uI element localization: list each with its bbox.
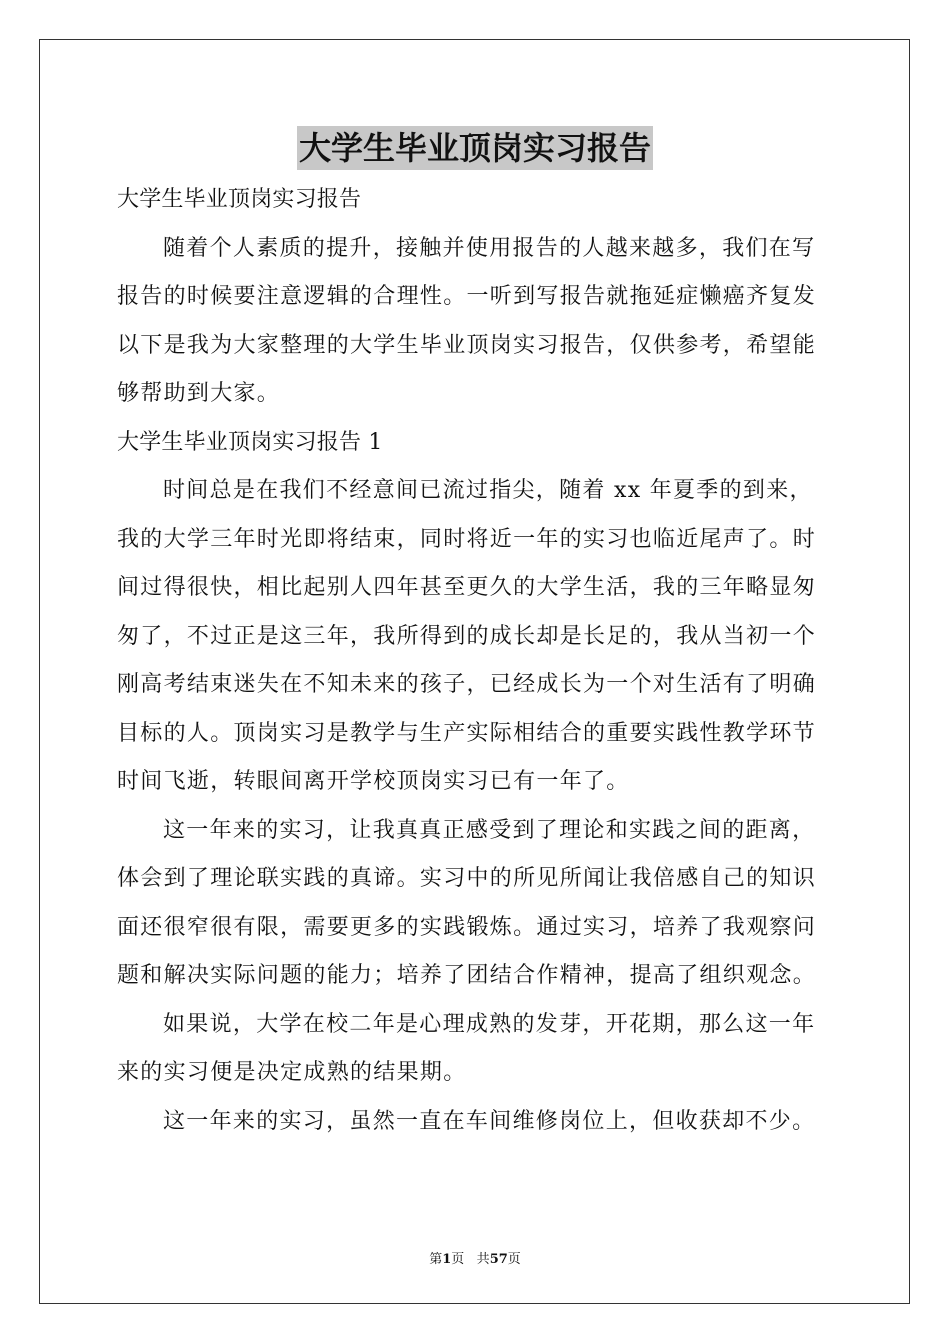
paragraph-line: 匆了，不过正是这三年，我所得到的成长却是长足的，我从当初一个 [117, 623, 817, 649]
paragraph-line: 题和解决实际问题的能力；培养了团结合作精神，提高了组织观念。 [117, 963, 817, 988]
paragraph-line: 面还很窄很有限，需要更多的实践锻炼。通过实习，培养了我观察问 [117, 914, 817, 940]
page-number: 1 [442, 1252, 452, 1267]
paragraph-line: 体会到了理论联实践的真谛。实习中的所见所闻让我倍感自己的知识 [117, 866, 817, 891]
total-pages: 57 [489, 1252, 508, 1267]
page-prefix: 第 [429, 1252, 443, 1267]
page-footer [0, 1248, 950, 1267]
paragraph-line: 报告的时候要注意逻辑的合理性。一听到写报告就拖延症懒癌齐复发 [117, 284, 817, 309]
paragraph-line: 间过得很快，相比起别人四年甚至更久的大学生活，我的三年略显匆 [117, 575, 817, 600]
paragraph-line: 如果说，大学在校二年是心理成熟的发芽，开花期，那么这一年 [163, 1011, 816, 1037]
document-title: 大学生毕业顶岗实习报告 [297, 126, 653, 170]
paragraph-line: 够帮助到大家。 [117, 381, 281, 406]
title-wrap [0, 126, 950, 170]
total-suffix: 页 [507, 1252, 521, 1267]
paragraph-line: 这一年来的实习，虽然一直在车间维修岗位上，但收获却不少。 [163, 1108, 816, 1134]
paragraph-line: 目标的人。顶岗实习是教学与生产实际相结合的重要实践性教学环节 [117, 720, 817, 746]
paragraph-line: 时间总是在我们不经意间已流过指尖，随着 xx 年夏季的到来， [163, 478, 813, 503]
paragraph-line: 时间飞逝，转眼间离开学校顶岗实习已有一年了。 [117, 769, 630, 794]
paragraph-line: 这一年来的实习，让我真真正感受到了理论和实践之间的距离， [163, 817, 816, 843]
total-prefix: 共 [476, 1252, 490, 1267]
paragraph-line: 来的实习便是决定成熟的结果期。 [117, 1060, 467, 1085]
page-suffix: 页 [451, 1252, 465, 1267]
section-heading: 大学生毕业顶岗实习报告 [117, 187, 362, 212]
paragraph-line: 我的大学三年时光即将结束，同时将近一年的实习也临近尾声了。时 [117, 526, 817, 552]
document-body [117, 176, 835, 1146]
paragraph-line: 以下是我为大家整理的大学生毕业顶岗实习报告，仅供参考，希望能 [117, 332, 817, 358]
paragraph-line: 随着个人素质的提升，接触并使用报告的人越来越多，我们在写 [163, 235, 816, 261]
paragraph-line: 刚高考结束迷失在不知未来的孩子，已经成长为一个对生活有了明确 [117, 672, 817, 697]
section-heading: 大学生毕业顶岗实习报告 1 [117, 429, 383, 455]
